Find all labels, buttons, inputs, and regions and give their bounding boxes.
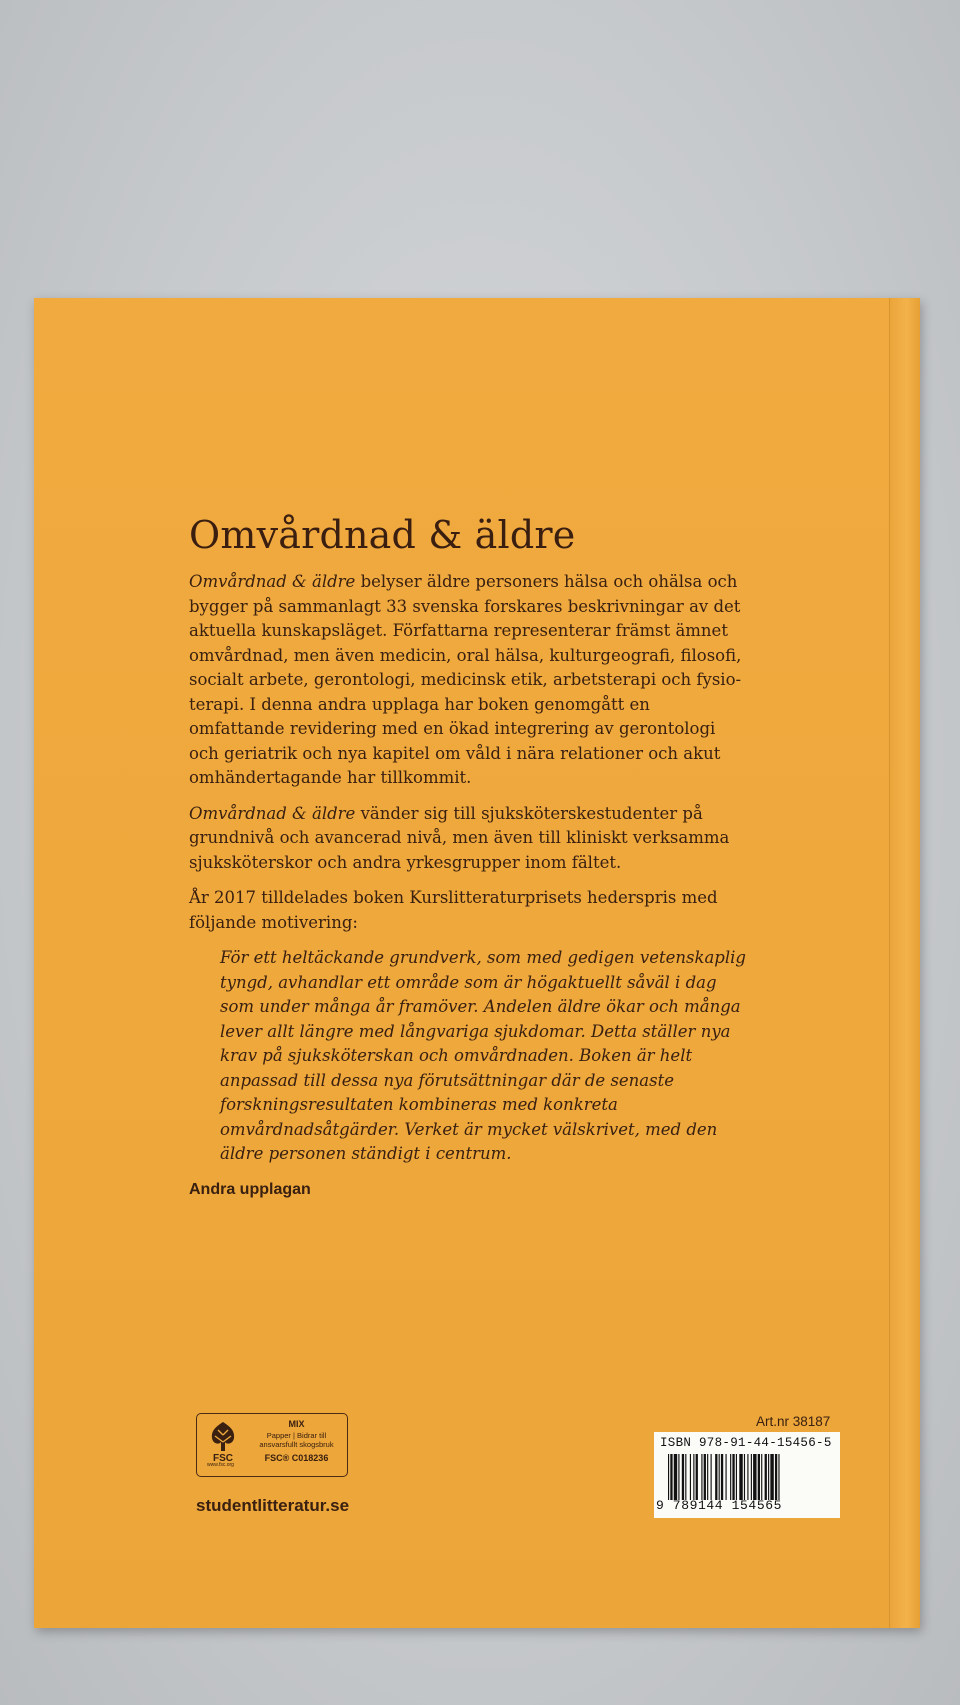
article-number: Art.nr 38187 [756,1414,831,1429]
barcode-icon [668,1454,836,1500]
isbn-number: ISBN 978-91-44-15456-5 [660,1436,832,1450]
publisher-website: studentlitteratur.se [196,1496,350,1515]
page-edges [889,298,920,1628]
book-title: Omvårdnad & äldre [189,513,576,557]
blurb [189,570,749,1213]
book-back-cover [34,298,920,1628]
barcode-digits: 9 789144 154565 [656,1498,783,1513]
inline-title: Omvårdnad & äldre [189,803,356,823]
fsc-logo-text: FSC [213,1453,233,1464]
fsc-text-block [249,1419,344,1463]
paragraph-3: År 2017 tilldelades boken Kurslitteraturprisets hederspris med följande motivering: [189,888,718,932]
paragraph-2-text: vänder sig till sjuksköterskestudenter på grundnivå och avancerad nivå, men även till kliniskt verksamma sjuksköterskor och andra yrkesgrupper inom fältet. [189,803,730,872]
fsc-description: Papper | Bidrar till ansvarsfullt skogsbruk [259,1431,334,1449]
paragraph-1-text: belyser äldre personers hälsa och ohälsa och bygger på sammanlagt 33 svenska forskares beskrivningar av det aktuella kunskapsläget. Författarna representerar främst ämnet omvårdnad, men även medicin, oral hälsa, kulturgeografi, filosofi, socialt arbete, gerontologi, medicinsk etik, arbetsterapi och fysioterapi. I denna andra upplaga har boken genomgått en omfattande revidering med en ökad integrering av gerontologi och geriatrik och nya kapitel om våld i nära relationer och akut omhändertagande har tillkommit. [189,572,742,787]
paragraph-1 [189,570,749,791]
fsc-label [196,1413,348,1477]
fsc-code: FSC® C018236 [264,1453,329,1463]
fsc-url: www.fsc.org [207,1462,234,1468]
isbn-barcode-label [654,1432,840,1518]
paragraph-2 [189,802,749,876]
award-quote: För ett heltäckande grundverk, som med gedigen vetenskaplig tyngd, avhandlar ett område som är högaktuellt såväl i dag som under många år framöver. Andelen äldre ökar och många lever allt längre med långvariga sjukdomar. Detta ställer nya krav på sjuksköterskan och omvårdnaden. Boken är helt anpassad till dessa nya förutsättningar där de senaste forskningsresultaten kombineras med konkreta omvårdnadsåtgärder. Verket är mycket välskrivet, med den äldre personen ständigt i centrum. [220,948,746,1163]
fsc-mix: MIX [288,1419,305,1429]
edition-label: Andra upplagan [189,1180,311,1198]
inline-title: Omvårdnad & äldre [189,572,356,591]
